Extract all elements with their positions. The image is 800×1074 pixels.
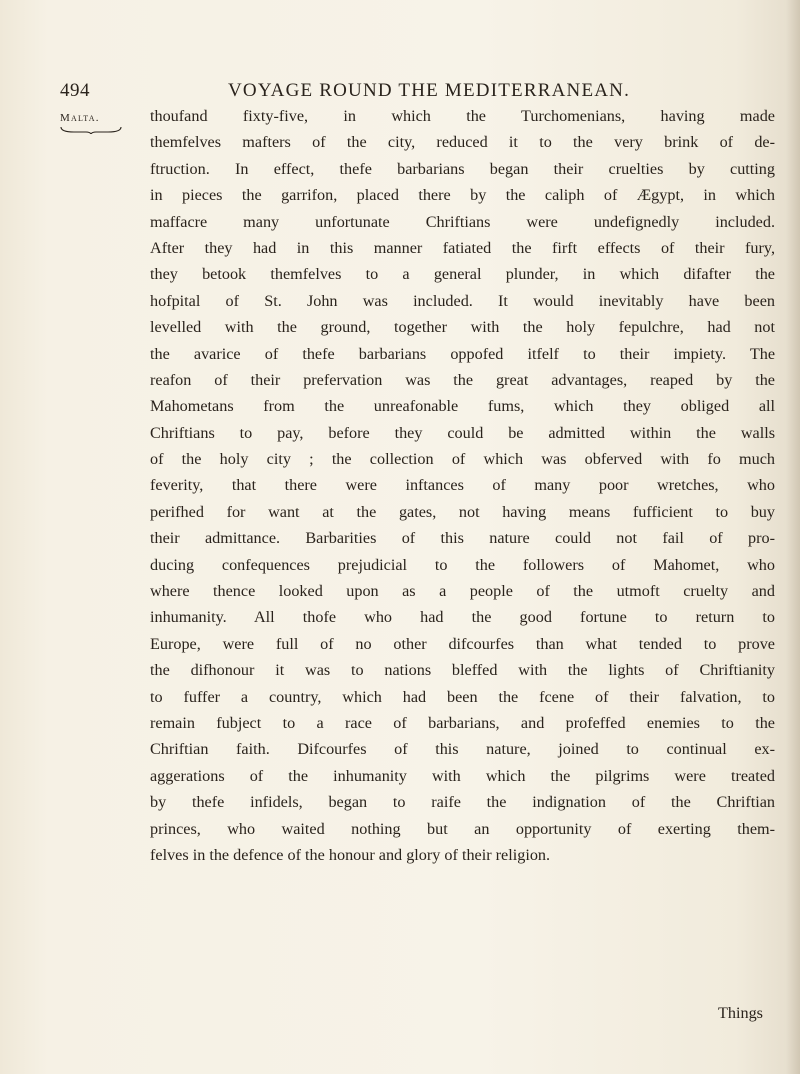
text-line: levelled with the ground, together with the holy fepulchre, had not xyxy=(150,318,775,337)
text-line: hofpital of St. John was included. It would inevitably have been xyxy=(150,291,775,310)
text-line: inhumanity. All thofe who had the good fortune to return to xyxy=(150,608,775,627)
margin-brace-icon xyxy=(60,126,122,134)
running-head: VOYAGE ROUND THE MEDITERRANEAN. xyxy=(228,80,631,101)
body-text xyxy=(150,103,775,868)
text-line: ftruction. In effect, thefe barbarians began their cruelties by cutting xyxy=(150,159,775,178)
text-line: After they had in this manner fatiated the firft effects of their fury, xyxy=(150,238,775,257)
text-line: aggerations of the inhumanity with which the pilgrims were treated xyxy=(150,766,775,785)
text-line: ducing confequences prejudicial to the followers of Mahomet, who xyxy=(150,555,775,574)
text-line: remain fubject to a race of barbarians, and profeffed enemies to the xyxy=(150,713,775,732)
text-line: the avarice of thefe barbarians oppofed itfelf to their impiety. The xyxy=(150,344,775,363)
text-line: the difhonour it was to nations bleffed with the lights of Chriftianity xyxy=(150,661,775,680)
text-line: they betook themfelves to a general plunder, in which difafter the xyxy=(150,265,775,284)
text-line: Mahometans from the unreafonable fums, which they obliged all xyxy=(150,397,775,416)
text-line: felves in the defence of the honour and glory of their religion. xyxy=(150,845,551,864)
catchword: Things xyxy=(718,1004,763,1022)
text-line: by thefe infidels, began to raife the indignation of the Chriftian xyxy=(150,793,775,812)
text-line: their admittance. Barbarities of this nature could not fail of pro- xyxy=(150,529,775,548)
text-line: to fuffer a country, which had been the fcene of their falvation, to xyxy=(150,687,775,706)
text-line: reafon of their prefervation was the great advantages, reaped by the xyxy=(150,370,775,389)
text-line: of the holy city ; the collection of which was obferved with fo much xyxy=(150,450,775,469)
page-number: 494 xyxy=(60,80,90,101)
page-edge-shadow xyxy=(786,0,800,1074)
margin-note: Malta. xyxy=(60,112,100,124)
text-line: maffacre many unfortunate Chriftians were undefignedly included. xyxy=(150,212,775,231)
text-line: feverity, that there were inftances of many poor wretches, who xyxy=(150,476,775,495)
text-line: Chriftian faith. Difcourfes of this nature, joined to continual ex- xyxy=(150,740,775,759)
text-line: perifhed for want at the gates, not having means fufficient to buy xyxy=(150,502,775,521)
text-line: thoufand fixty-five, in which the Turchomenians, having made xyxy=(150,107,775,125)
text-line: themfelves mafters of the city, reduced it to the very brink of de- xyxy=(150,133,775,152)
text-line: Europe, were full of no other difcourfes than what tended to prove xyxy=(150,634,775,653)
text-line: Chriftians to pay, before they could be admitted within the walls xyxy=(150,423,775,442)
text-line: princes, who waited nothing but an opportunity of exerting them- xyxy=(150,819,775,838)
text-line: in pieces the garrifon, placed there by the caliph of Ægypt, in which xyxy=(150,186,775,205)
text-line: where thence looked upon as a people of the utmoft cruelty and xyxy=(150,582,775,601)
